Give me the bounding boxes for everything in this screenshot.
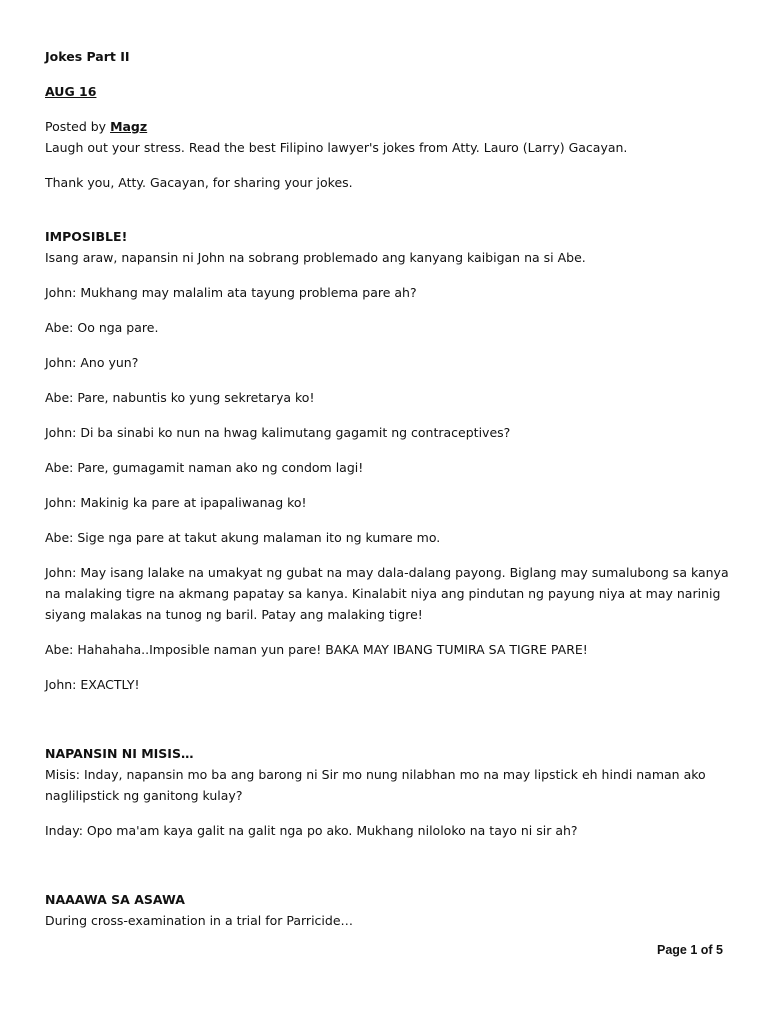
page-number: Page 1 of 5 (657, 943, 723, 957)
intro-paragraph: Laugh out your stress. Read the best Filipino lawyer's jokes from Atty. Lauro (Larry) Gacayan. (45, 140, 628, 155)
section-heading-imposible: IMPOSIBLE! (45, 229, 128, 244)
thanks-paragraph: Thank you, Atty. Gacayan, for sharing your jokes. (45, 175, 353, 190)
joke-line: Abe: Pare, nabuntis ko yung sekretarya ko! (45, 390, 315, 405)
joke-line: Inday: Opo ma'am kaya galit na galit nga po ako. Mukhang niloloko na tayo ni sir ah? (45, 823, 578, 838)
joke-line: Misis: Inday, napansin mo ba ang barong ni Sir mo nung nilabhan mo na may lipstick eh hindi naman ako naglilipstick ng ganitong kulay? (45, 767, 706, 803)
joke-line: John: May isang lalake na umakyat ng gubat na may dala-dalang payong. Biglang may sumalubong sa kanya na malaking tigre na akmang papatay sa kanya. Kinalabit niya ang pindutan ng payung niya at may narinig siyang malakas na tunog ng baril. Patay ang malaking tigre! (45, 565, 729, 622)
joke-line: John: EXACTLY! (45, 677, 140, 692)
post-date: AUG 16 (45, 84, 97, 99)
section-heading-naaawa: NAAAWA SA ASAWA (45, 892, 185, 907)
joke-line: Abe: Sige nga pare at takut akung malaman ito ng kumare mo. (45, 530, 441, 545)
joke-line: Abe: Pare, gumagamit naman ako ng condom lagi! (45, 460, 364, 475)
joke-line: John: Ano yun? (45, 355, 139, 370)
joke-line: John: Mukhang may malalim ata tayung problema pare ah? (45, 285, 417, 300)
joke-line: Isang araw, napansin ni John na sobrang problemado ang kanyang kaibigan na si Abe. (45, 250, 586, 265)
joke-line: During cross-examination in a trial for Parricide… (45, 913, 354, 928)
author-link[interactable]: Magz (110, 119, 148, 134)
posted-by-label: Posted by (45, 119, 111, 134)
joke-line: Abe: Hahahaha..Imposible naman yun pare! BAKA MAY IBANG TUMIRA SA TIGRE PARE! (45, 642, 588, 657)
document-title: Jokes Part II (45, 49, 130, 64)
section-heading-napansin: NAPANSIN NI MISIS… (45, 746, 194, 761)
joke-line: John: Di ba sinabi ko nun na hwag kalimutang gagamit ng contraceptives? (45, 425, 511, 440)
posted-by-line (45, 116, 735, 137)
document-body (45, 46, 735, 931)
joke-line: Abe: Oo nga pare. (45, 320, 159, 335)
joke-line: John: Makinig ka pare at ipapaliwanag ko! (45, 495, 307, 510)
